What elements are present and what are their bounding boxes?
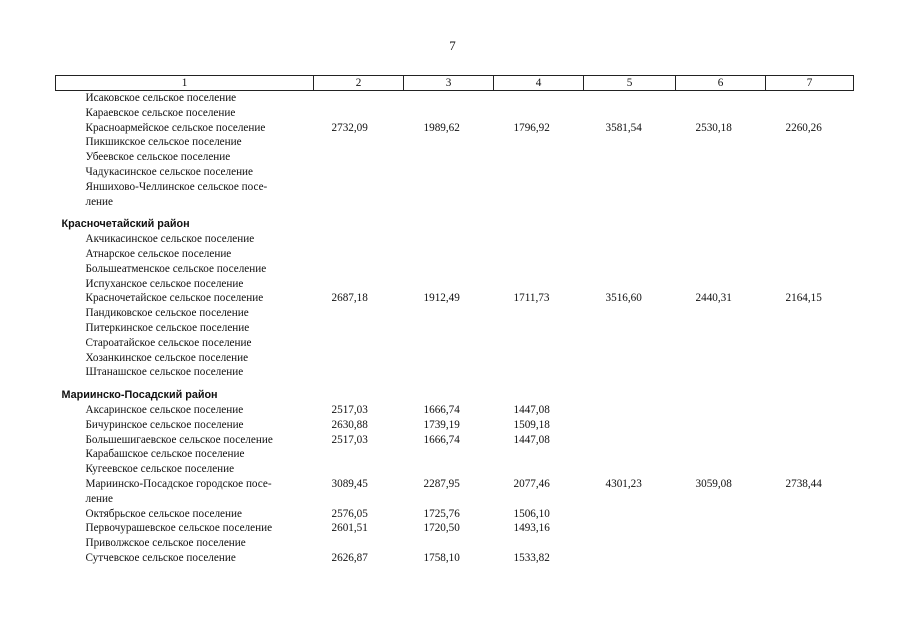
value-col-2: 2732,09 xyxy=(331,121,368,134)
settlement-name: Пандиковское сельское поселение xyxy=(85,307,249,320)
settlement-name: Аксаринское сельское поселение xyxy=(85,403,244,416)
district-row xyxy=(56,217,854,232)
value-col-2: 2576,05 xyxy=(331,507,368,520)
settlement-name: Хозанкинское сельское поселение xyxy=(85,351,249,364)
table-row xyxy=(56,277,854,292)
settlement-name: Красночетайское сельское поселение xyxy=(85,292,264,305)
value-col-5: 3581,54 xyxy=(605,121,642,134)
value-col-6: 2440,31 xyxy=(695,292,732,305)
table-row xyxy=(56,336,854,351)
value-col-7: 2260,26 xyxy=(785,121,822,134)
district-row xyxy=(56,388,854,403)
column-header-2: 2 xyxy=(314,76,404,91)
settlement-name: Караевское сельское поселение xyxy=(85,106,236,119)
settlement-name-continued: ление xyxy=(85,492,113,505)
table-row xyxy=(56,306,854,321)
settlement-name: Карабашское сельское поселение xyxy=(85,448,245,461)
value-col-7: 2164,15 xyxy=(785,292,822,305)
settlement-name: Питеркинское сельское поселение xyxy=(85,321,250,334)
table-row xyxy=(56,551,854,566)
table-row xyxy=(56,195,854,210)
value-col-4: 1711,73 xyxy=(513,292,550,305)
table-row xyxy=(56,433,854,448)
settlement-name-continued: ление xyxy=(85,195,113,208)
district-title: Красночетайский район xyxy=(61,218,190,231)
settlement-name: Кугеевское сельское поселение xyxy=(85,463,235,476)
column-header-6: 6 xyxy=(676,76,766,91)
value-col-6: 2530,18 xyxy=(695,121,732,134)
column-header-5: 5 xyxy=(584,76,676,91)
table-row xyxy=(56,403,854,418)
table-header-row xyxy=(56,76,854,91)
settlement-name: Акчикасинское сельское поселение xyxy=(85,233,255,246)
value-col-2: 3089,45 xyxy=(331,477,368,490)
value-col-4: 1447,08 xyxy=(513,403,550,416)
settlement-name: Штанашское сельское поселение xyxy=(85,366,244,379)
settlement-name: Староатайское сельское поселение xyxy=(85,336,252,349)
column-header-7: 7 xyxy=(766,76,854,91)
value-col-2: 2517,03 xyxy=(331,403,368,416)
value-col-3: 1912,49 xyxy=(423,292,460,305)
settlement-name: Атнарское сельское поселение xyxy=(85,247,232,260)
table-row xyxy=(56,247,854,262)
table-row xyxy=(56,262,854,277)
settlement-name: Исаковское сельское поселение xyxy=(85,92,237,104)
settlement-name: Яншихово-Челлинское сельское посе- xyxy=(85,180,268,193)
table-row xyxy=(56,232,854,247)
value-col-2: 2626,87 xyxy=(331,551,368,564)
table-row xyxy=(56,321,854,336)
settlement-name: Октябрьское сельское поселение xyxy=(85,507,242,520)
settlement-name: Мариинско-Посадское городское посе- xyxy=(85,477,272,490)
table-row xyxy=(56,135,854,150)
value-col-3: 1725,76 xyxy=(423,507,460,520)
table-row xyxy=(56,521,854,536)
settlement-name: Большешигаевское сельское поселение xyxy=(85,433,273,446)
table-row xyxy=(56,492,854,507)
page-number: 7 xyxy=(449,38,456,53)
settlement-name: Сутчевское сельское поселение xyxy=(85,551,236,564)
table-row xyxy=(56,106,854,121)
value-col-3: 1720,50 xyxy=(423,522,460,535)
value-col-3: 1666,74 xyxy=(423,403,460,416)
value-col-3: 1989,62 xyxy=(423,121,460,134)
value-col-2: 2601,51 xyxy=(331,522,368,535)
settlement-name: Бичуринское сельское поселение xyxy=(85,418,244,431)
value-col-3: 1758,10 xyxy=(423,551,460,564)
column-header-1: 1 xyxy=(56,76,314,91)
value-col-5: 3516,60 xyxy=(605,292,642,305)
tariff-table xyxy=(55,75,853,566)
value-col-4: 1509,18 xyxy=(513,418,550,431)
settlement-name: Первочурашевское сельское поселение xyxy=(85,522,273,535)
table-row xyxy=(56,418,854,433)
value-col-4: 1796,92 xyxy=(513,121,550,134)
value-col-7: 2738,44 xyxy=(785,477,822,490)
value-col-3: 1739,19 xyxy=(423,418,460,431)
value-col-2: 2687,18 xyxy=(331,292,368,305)
table-row xyxy=(56,150,854,165)
value-col-4: 2077,46 xyxy=(513,477,550,490)
table-row xyxy=(56,365,854,380)
settlement-name: Красноармейское сельское поселение xyxy=(85,121,266,134)
settlement-name: Приволжское сельское поселение xyxy=(85,537,246,550)
table-row xyxy=(56,507,854,522)
table-row xyxy=(56,165,854,180)
column-header-3: 3 xyxy=(404,76,494,91)
value-col-4: 1533,82 xyxy=(513,551,550,564)
table-row xyxy=(56,180,854,195)
value-col-3: 1666,74 xyxy=(423,433,460,446)
settlement-name: Убеевское сельское поселение xyxy=(85,151,231,164)
settlement-name: Испуханское сельское поселение xyxy=(85,277,244,290)
value-col-3: 2287,95 xyxy=(423,477,460,490)
table-row xyxy=(56,536,854,551)
table-row xyxy=(56,291,854,306)
value-col-4: 1506,10 xyxy=(513,507,550,520)
settlement-name: Пикшикское сельское поселение xyxy=(85,136,242,149)
settlement-name: Чадукасинское сельское поселение xyxy=(85,165,254,178)
value-col-4: 1447,08 xyxy=(513,433,550,446)
table-row xyxy=(56,121,854,136)
value-col-4: 1493,16 xyxy=(513,522,550,535)
value-col-6: 3059,08 xyxy=(695,477,732,490)
table-row xyxy=(56,462,854,477)
column-header-4: 4 xyxy=(494,76,584,91)
value-col-5: 4301,23 xyxy=(605,477,642,490)
table-row xyxy=(56,447,854,462)
settlement-name: Большеатменское сельское поселение xyxy=(85,262,267,275)
table-row xyxy=(56,477,854,492)
district-title: Мариинско-Посадский район xyxy=(61,389,218,402)
table-row xyxy=(56,351,854,366)
value-col-2: 2517,03 xyxy=(331,433,368,446)
table-row xyxy=(56,91,854,106)
value-col-2: 2630,88 xyxy=(331,418,368,431)
